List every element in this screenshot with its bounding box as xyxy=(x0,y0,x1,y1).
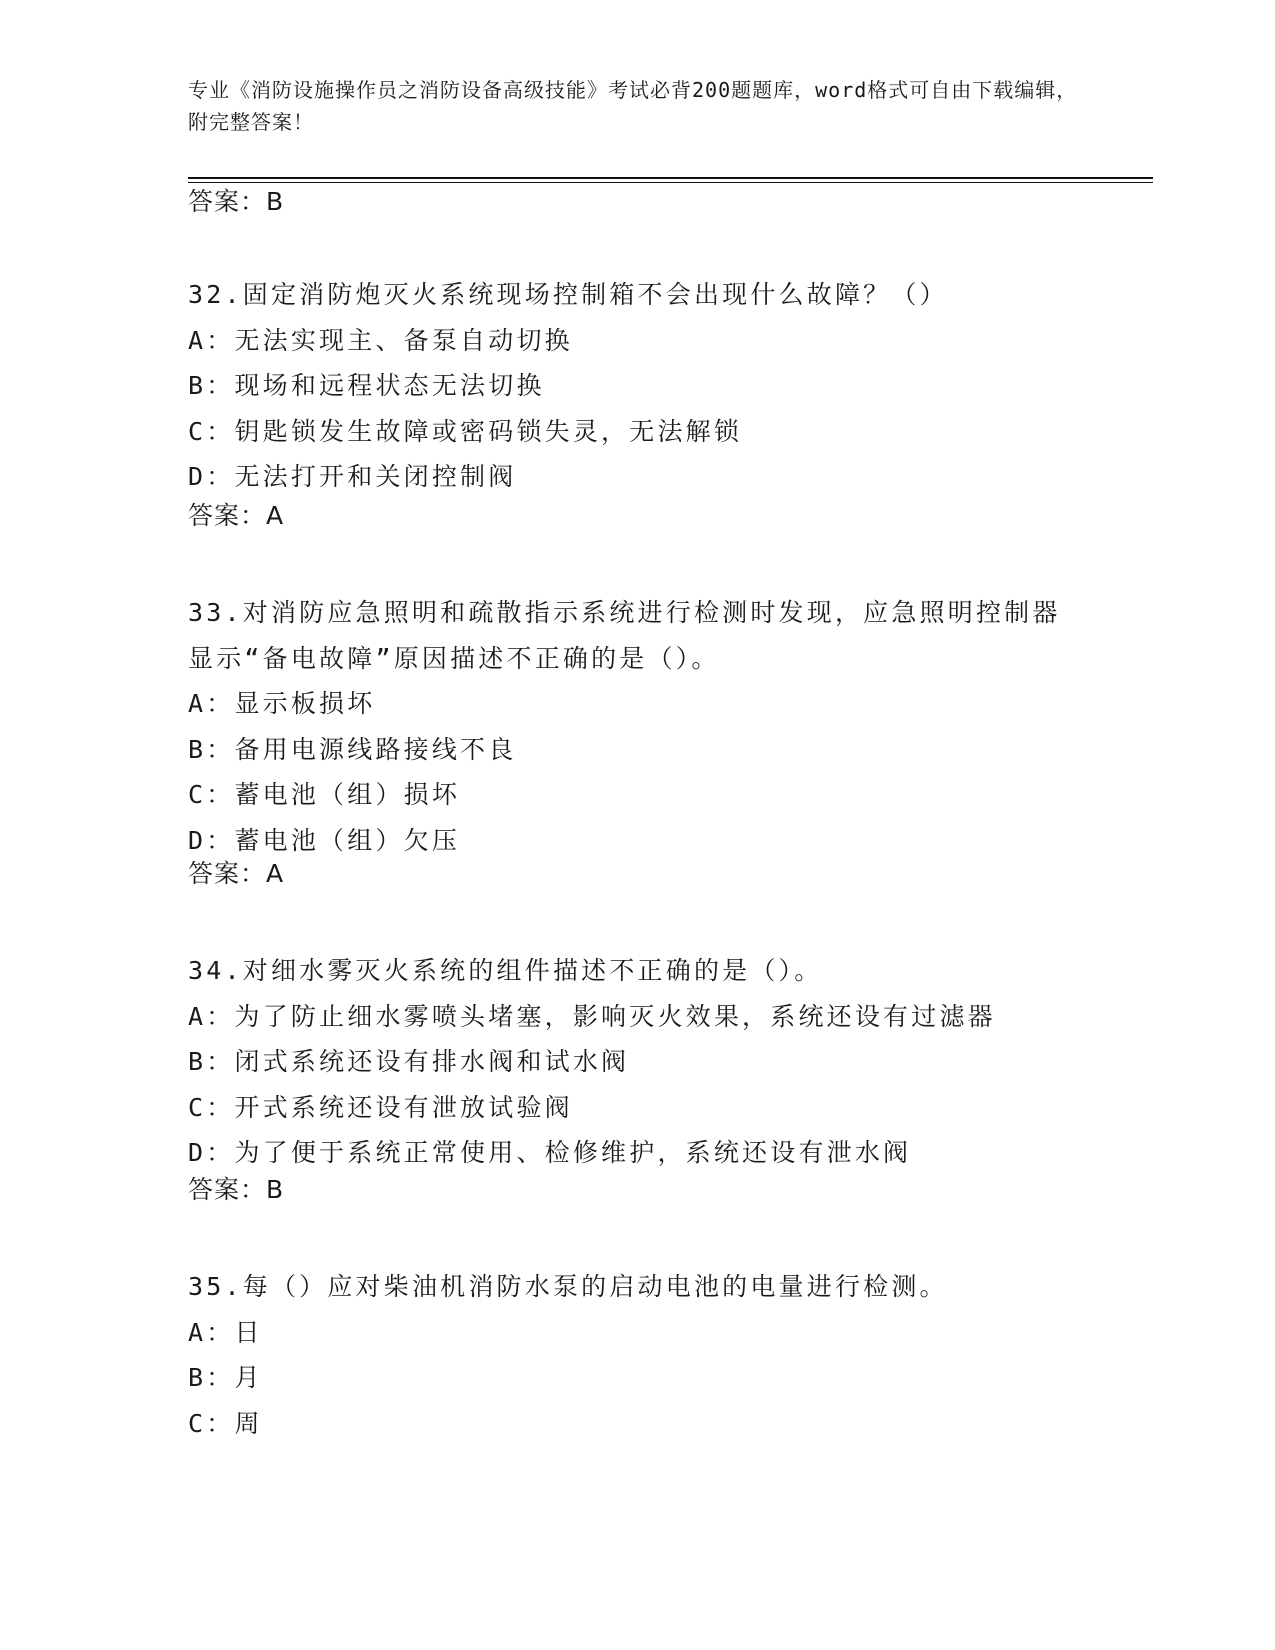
answer-value: B xyxy=(266,187,285,216)
header-divider-thin xyxy=(188,182,1153,183)
question-35 xyxy=(188,1264,1088,1446)
option-b: B：备用电源线路接线不良 xyxy=(188,734,517,764)
answer-line xyxy=(188,499,284,533)
question-33 xyxy=(188,590,1088,863)
option-a: A：日 xyxy=(188,1317,263,1347)
answer-value: A xyxy=(266,859,285,888)
option-c: C：钥匙锁发生故障或密码锁失灵，无法解锁 xyxy=(188,416,743,446)
answer-value: A xyxy=(266,501,285,530)
answer-label: 答案： xyxy=(188,501,267,530)
option-b: B：现场和远程状态无法切换 xyxy=(188,371,545,400)
answer-label: 答案： xyxy=(188,187,267,216)
question-stem: 33.对消防应急照明和疏散指示系统进行检测时发现，应急照明控制器显示“备电故障”原因描述不正确的是（）。 xyxy=(188,598,1061,673)
option-a: A：显示板损坏 xyxy=(188,689,376,718)
option-d: D：无法打开和关闭控制阀 xyxy=(188,462,517,491)
header-divider xyxy=(188,177,1153,179)
option-a: A：无法实现主、备泵自动切换 xyxy=(188,325,573,355)
option-b: B：闭式系统还设有排水阀和试水阀 xyxy=(188,1047,630,1076)
answer-line xyxy=(188,1173,284,1207)
question-stem: 34.对细水雾灭火系统的组件描述不正确的是（）。 xyxy=(188,956,823,985)
option-c: C：开式系统还设有泄放试验阀 xyxy=(188,1092,573,1122)
answer-line xyxy=(188,857,284,891)
answer-label: 答案： xyxy=(188,859,267,888)
option-b: B：月 xyxy=(188,1363,263,1392)
option-d: D：为了便于系统正常使用、检修维护，系统还设有泄水阀 xyxy=(188,1138,912,1167)
question-stem: 35.每（）应对柴油机消防水泵的启动电池的电量进行检测。 xyxy=(188,1272,948,1301)
answer-value: B xyxy=(266,1175,285,1204)
question-34 xyxy=(188,948,1088,1176)
answer-line xyxy=(188,185,284,219)
answer-label: 答案： xyxy=(188,1175,267,1204)
question-stem: 32.固定消防炮灭火系统现场控制箱不会出现什么故障？（） xyxy=(188,280,948,309)
document-header: 专业《消防设施操作员之消防设备高级技能》考试必背200题题库，word格式可自由下载编辑，附完整答案！ xyxy=(188,78,1078,134)
option-d: D：蓄电池（组）欠压 xyxy=(188,825,461,855)
question-32 xyxy=(188,272,1088,500)
option-c: C：蓄电池（组）损坏 xyxy=(188,780,461,809)
option-a: A：为了防止细水雾喷头堵塞，影响灭火效果，系统还设有过滤器 xyxy=(188,1001,996,1031)
option-c: C：周 xyxy=(188,1408,263,1438)
